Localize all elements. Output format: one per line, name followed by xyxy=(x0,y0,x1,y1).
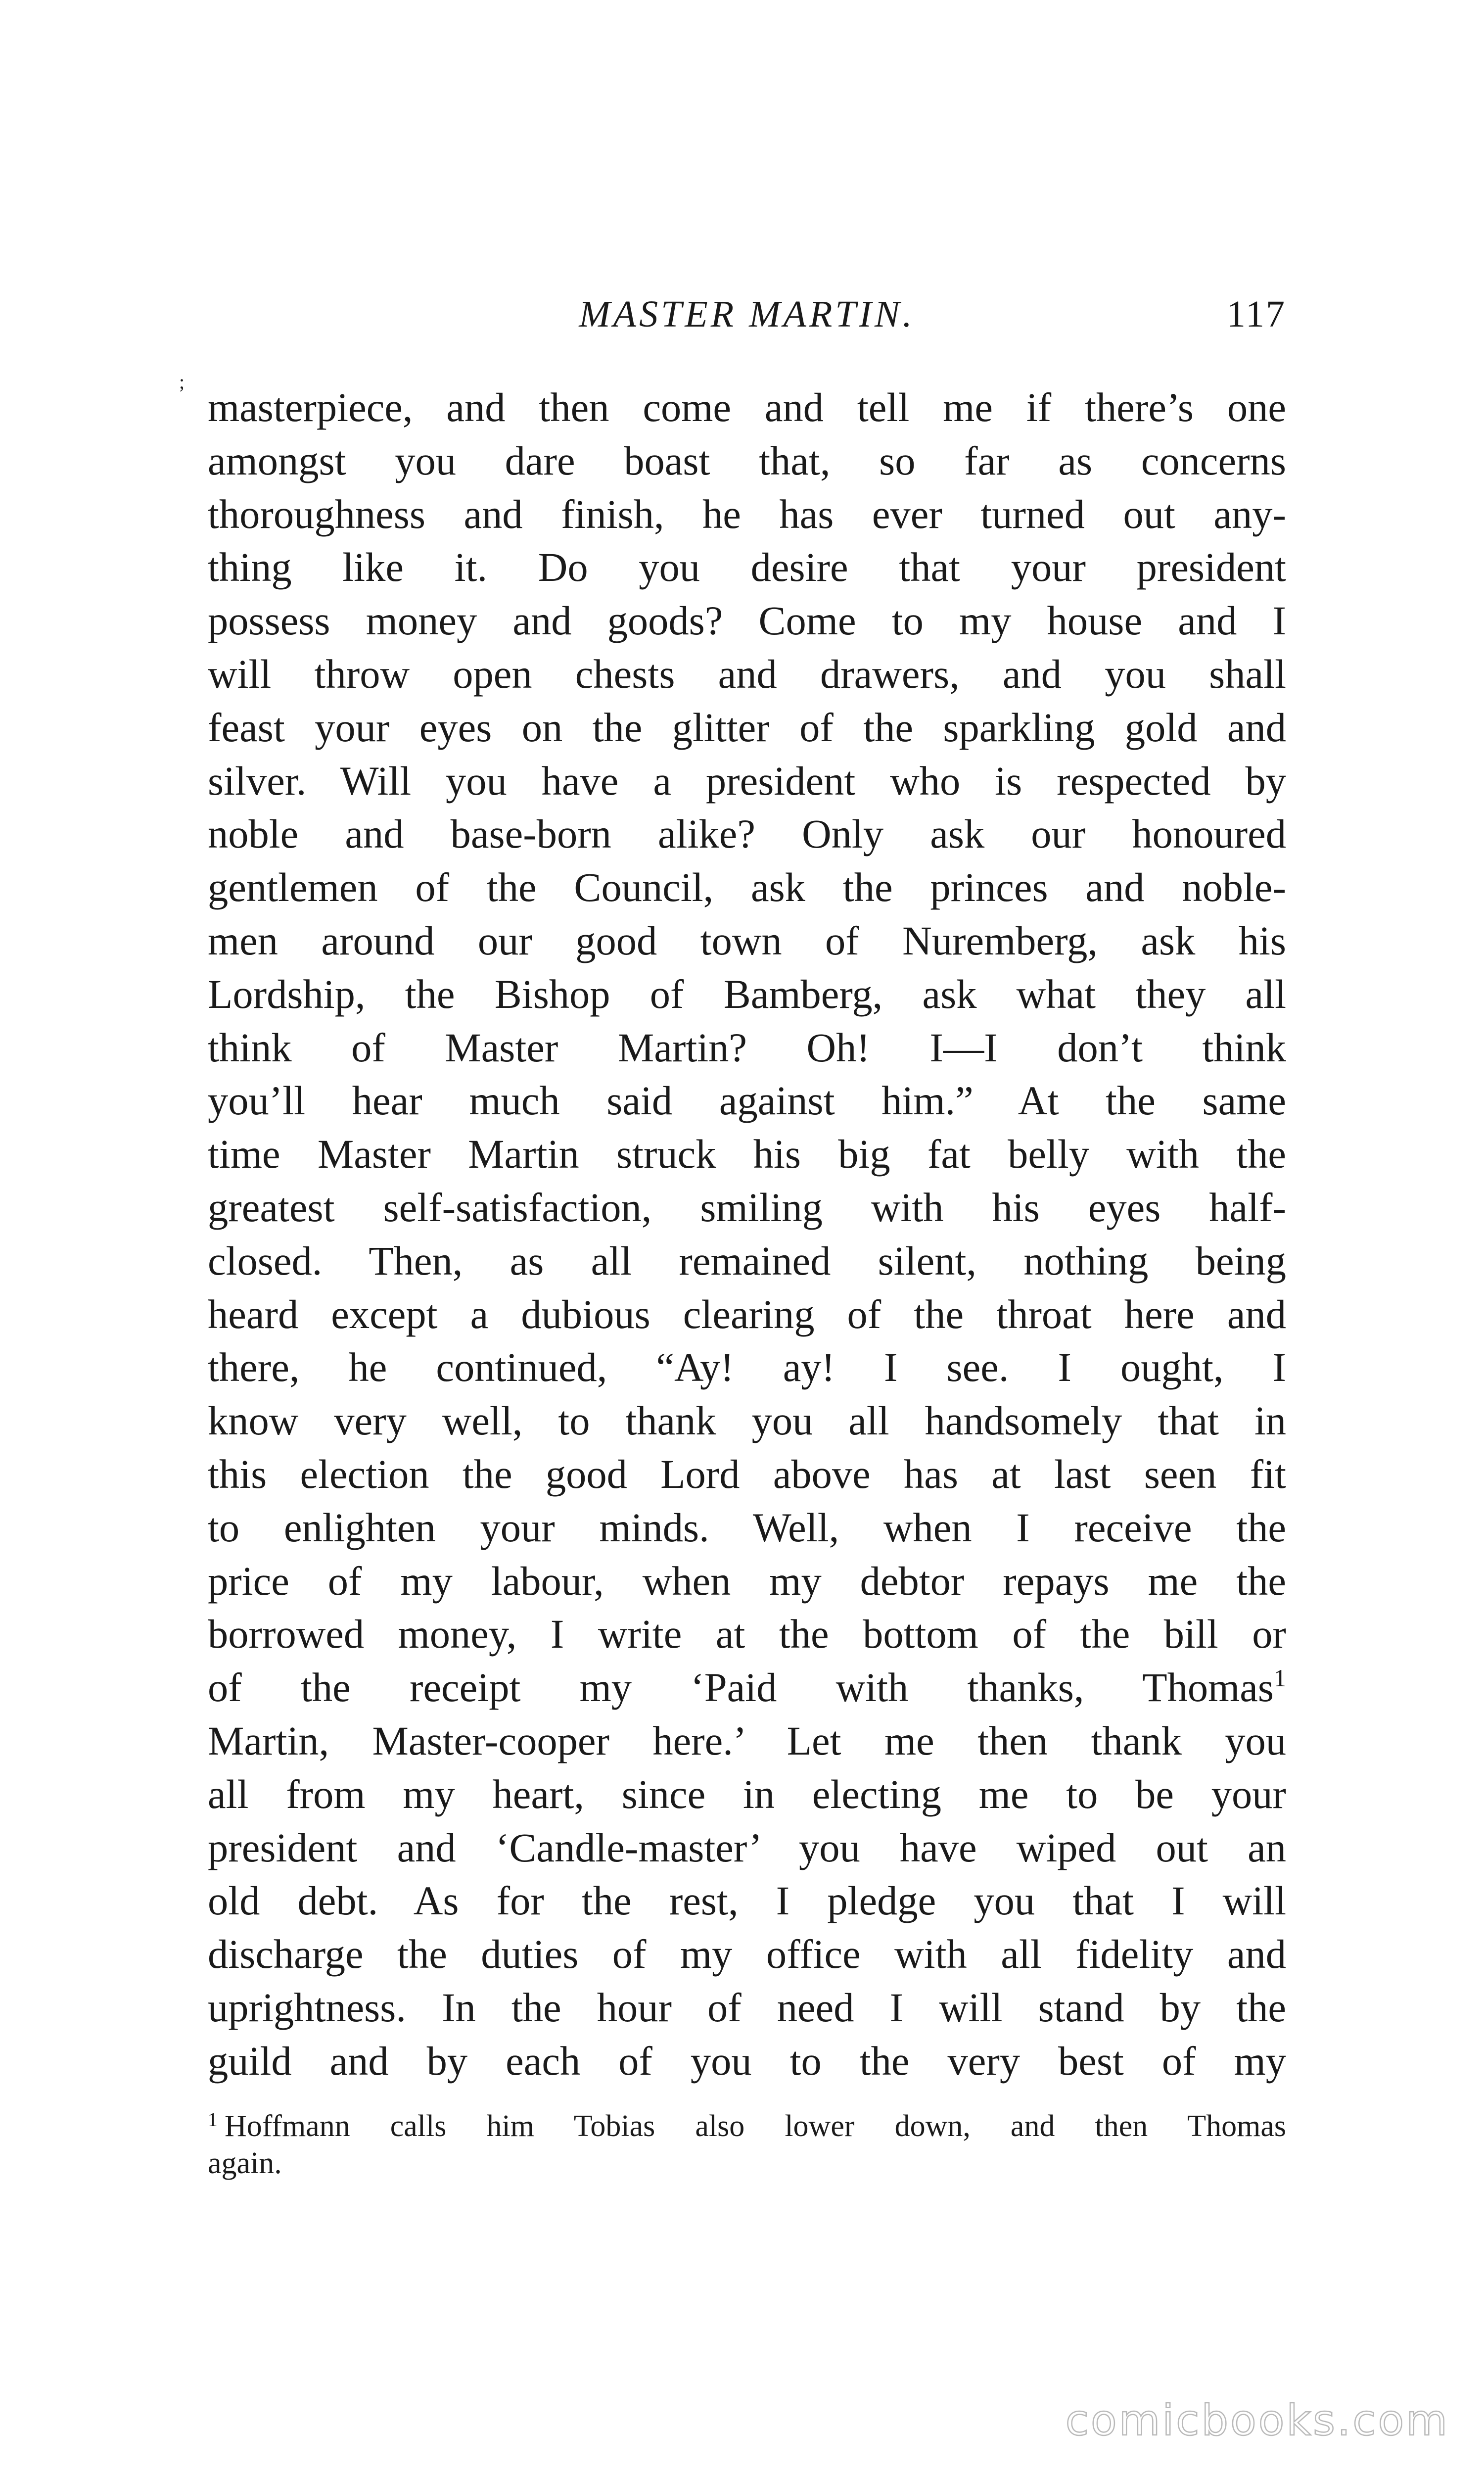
text-line: thoroughness and finish, he has ever turned out any- xyxy=(208,491,1286,537)
text-line-with-footnote-ref xyxy=(208,1661,1286,1714)
footnote xyxy=(208,2098,1286,2185)
text-line: uprightness. In the hour of need I will stand by the xyxy=(208,1984,1286,2030)
text-line: closed. Then, as all remained silent, nothing being xyxy=(208,1237,1286,1284)
text-line: amongst you dare boast that, so far as concerns xyxy=(208,437,1286,483)
text-line: borrowed money, I write at the bottom of the bill or xyxy=(208,1611,1286,1657)
text-line: heard except a dubious clearing of the throat here and xyxy=(208,1291,1286,1337)
text-line: old debt. As for the rest, I pledge you that I will xyxy=(208,1878,1286,1924)
footnote-text: Hoffmann calls him Tobias also lower down, and then Thomas xyxy=(225,2109,1286,2141)
text-line: masterpiece, and then come and tell me if there’s one xyxy=(208,384,1286,430)
text-line: men around our good town of Nuremberg, ask his xyxy=(208,917,1286,963)
page-number: 117 xyxy=(1226,293,1286,335)
text-line: greatest self-satisfaction, smiling with his eyes half- xyxy=(208,1184,1286,1230)
body-text xyxy=(208,381,1286,2088)
text-line: possess money and goods? Come to my house and I xyxy=(208,598,1286,644)
footnote-line xyxy=(208,2098,1286,2141)
text-line: know very well, to thank you all handsomely that in xyxy=(208,1398,1286,1444)
text-line: you’ll hear much said against him.” At the same xyxy=(208,1078,1286,1124)
text-line: price of my labour, when my debtor repays me the xyxy=(208,1558,1286,1604)
text-line: gentlemen of the Council, ask the princes and noble- xyxy=(208,864,1286,910)
text-line: will throw open chests and drawers, and you shall xyxy=(208,651,1286,697)
watermark-logo: comicbooks.com xyxy=(1065,2396,1449,2445)
footnote-reference: 1 xyxy=(1274,1664,1286,1692)
footnote-line: again. xyxy=(208,2146,282,2180)
text-line: time Master Martin struck his big fat belly with the xyxy=(208,1131,1286,1177)
text-line: to enlighten your minds. Well, when I receive the xyxy=(208,1504,1286,1550)
footnote-marker: 1 xyxy=(208,2108,218,2131)
text-line: Martin, Master-cooper here.’ Let me then thank you xyxy=(208,1717,1286,1763)
running-head xyxy=(208,287,1286,341)
text-line: president and ‘Candle-master’ you have wiped out an xyxy=(208,1824,1286,1870)
text-line: there, he continued, “Ay! ay! I see. I ought, I xyxy=(208,1344,1286,1390)
text-line: this election the good Lord above has at last seen fit xyxy=(208,1451,1286,1497)
text-line: discharge the duties of my office with all fidelity and xyxy=(208,1931,1286,1977)
text-line: guild and by each of you to the very best of my xyxy=(208,2038,1286,2084)
running-title: MASTER MARTIN. xyxy=(579,293,915,335)
text-line: silver. Will you have a president who is respected by xyxy=(208,758,1286,804)
text-line: Lordship, the Bishop of Bamberg, ask what they all xyxy=(208,971,1286,1017)
text-line-content: of the receipt my ‘Paid with thanks, Thomas xyxy=(208,1665,1274,1711)
text-line: noble and base-born alike? Only ask our honoured xyxy=(208,811,1286,857)
text-line: thing like it. Do you desire that your president xyxy=(208,544,1286,590)
text-line: feast your eyes on the glitter of the sparkling gold and xyxy=(208,704,1286,750)
text-line: think of Master Martin? Oh! I—I don’t think xyxy=(208,1024,1286,1070)
text-line: all from my heart, since in electing me to be your xyxy=(208,1771,1286,1817)
stray-print-mark: ; xyxy=(179,371,185,393)
